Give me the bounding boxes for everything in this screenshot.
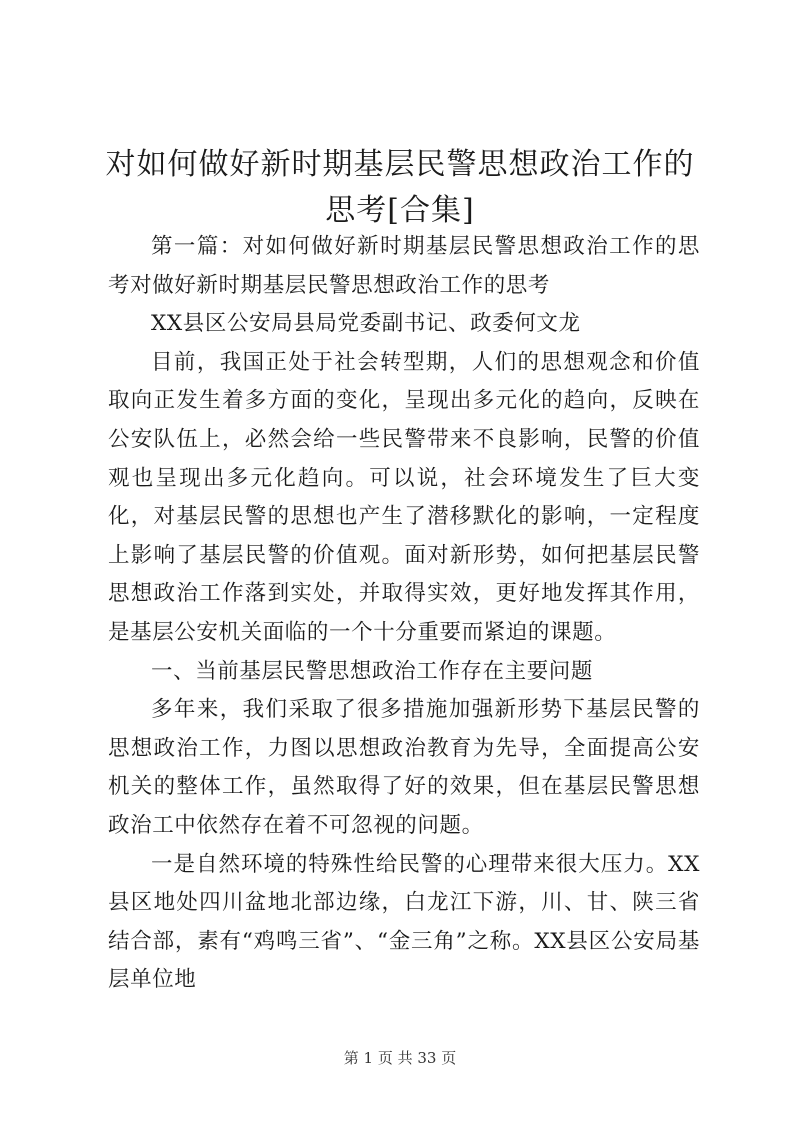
paragraph-point-one: 一是自然环境的特殊性给民警的心理带来很大压力。XX县区地处四川盆地北部边缘，白龙江下游，川、甘、陕三省结合部，素有“鸡鸣三省”、“金三角”之称。XX县区公安局基层单位地 — [108, 851, 700, 993]
paragraph-section-heading: 第一篇：对如何做好新时期基层民警思想政治工作的思考对做好新时期基层民警思想政治工作的思考 — [108, 234, 700, 298]
paragraph-intro: 目前，我国正处于社会转型期，人们的思想观念和价值取向正发生着多方面的变化，呈现出多元化的趋向，反映在公安队伍上，必然会给一些民警带来不良影响，民警的价值观也呈现出多元化趋向。可以说，社会环境发生了巨大变化，对基层民警的思想也产生了潜移默化的影响，一定程度上影响了基层民警的价值观。面对新形势，如何把基层民警思想政治工作落到实处，并取得实效，更好地发挥其作用，是基层公安机关面临的一个十分重要而紧迫的课题。 — [108, 349, 700, 645]
page-footer: 第 1 页 共 33 页 — [343, 1049, 457, 1067]
paragraph-author: XX县区公安局县局党委副书记、政委何文龙 — [151, 311, 581, 337]
document-title: 对如何做好新时期基层民警思想政治工作的思考[合集] — [105, 147, 695, 228]
document-body — [108, 228, 700, 1000]
paragraph-overview: 多年来，我们采取了很多措施加强新形势下基层民警的思想政治工作，力图以思想政治教育为先导，全面提高公安机关的整体工作，虽然取得了好的效果，但在基层民警思想政治工中依然存在着不可忽视的问题。 — [108, 697, 700, 838]
paragraph-subheading: 一、当前基层民警思想政治工作存在主要问题 — [151, 658, 594, 684]
